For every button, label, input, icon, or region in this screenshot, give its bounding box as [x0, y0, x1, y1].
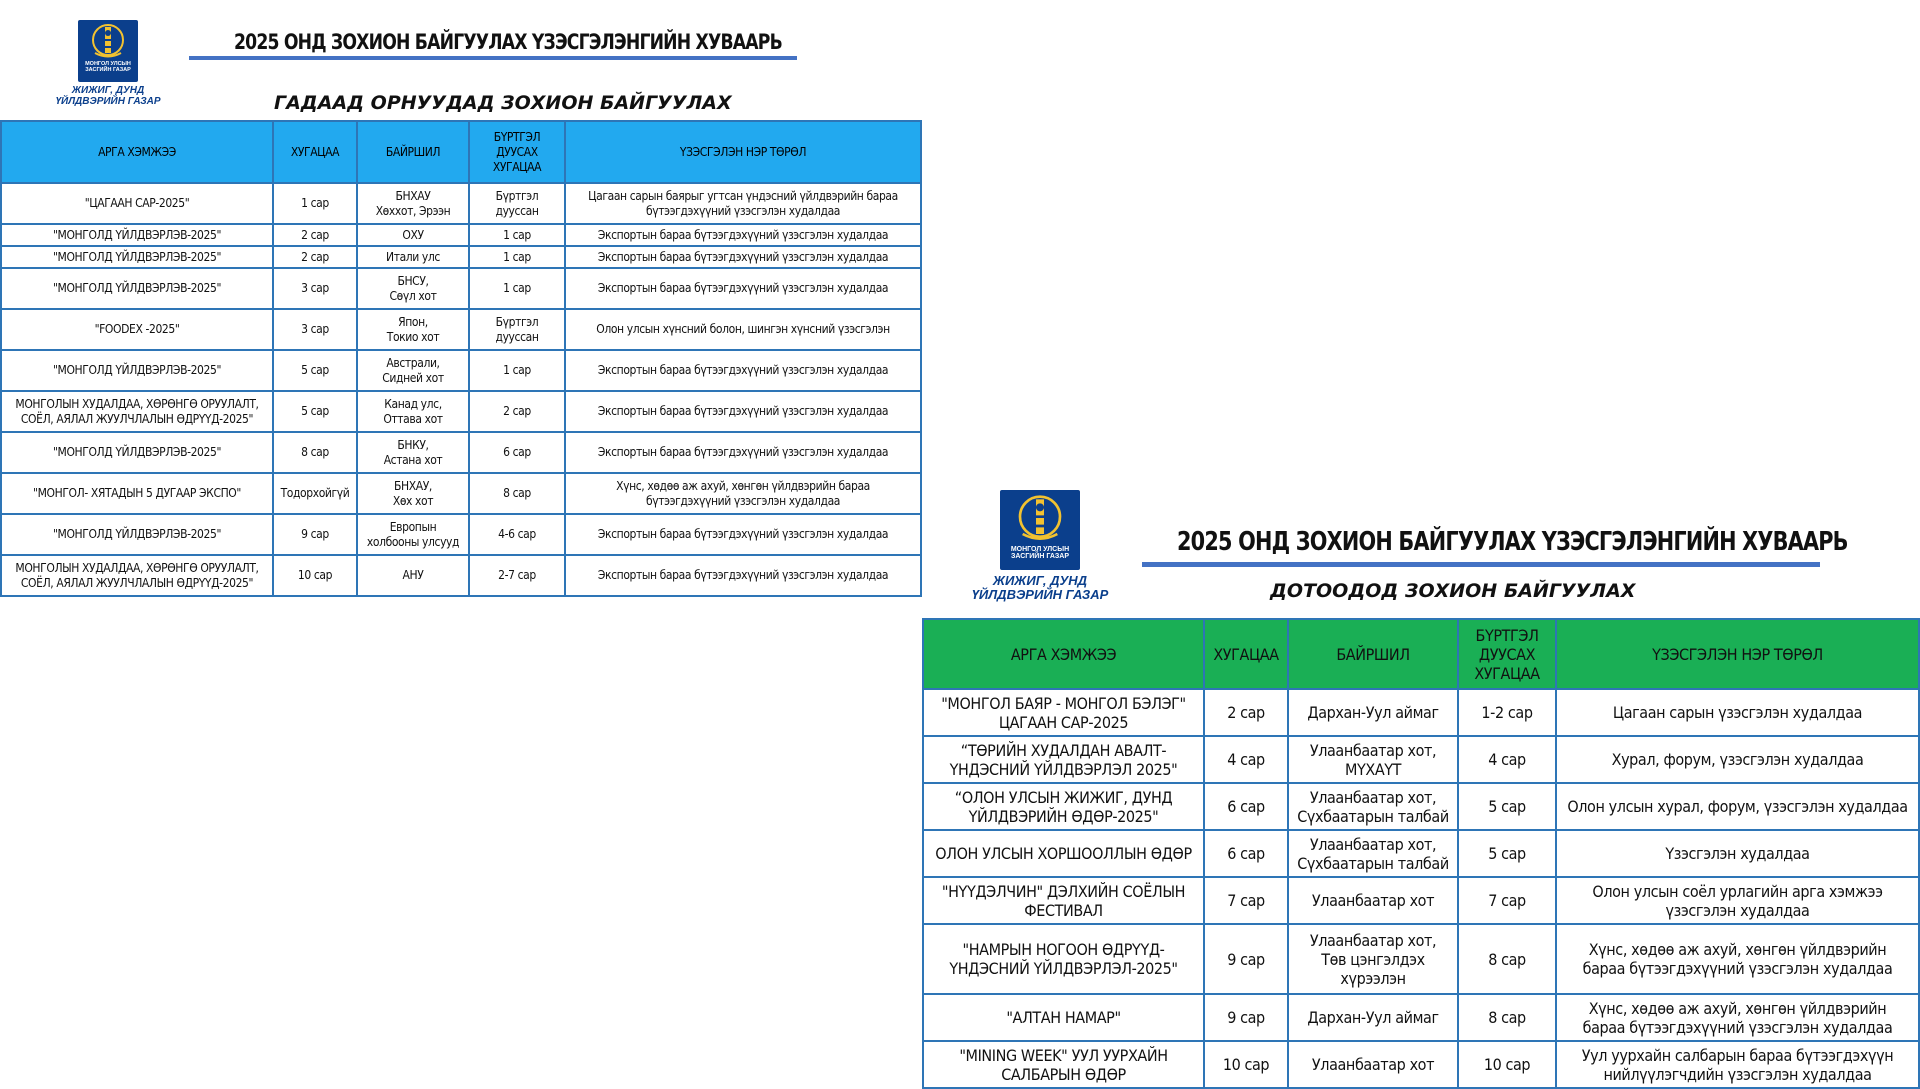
table-row — [923, 736, 1919, 783]
table-cell: 1 сар — [469, 350, 565, 391]
table-cell: 8 сар — [273, 432, 357, 473]
table-cell: Хүнс, хөдөө аж ахуй, хөнгөн үйлдвэрийн бараа бүтээгдэхүүний үзэсгэлэн худалдаа — [1556, 924, 1919, 994]
table-cell: 7 сар — [1458, 877, 1556, 924]
table-cell: 1 сар — [469, 246, 565, 268]
table-cell: Экспортын бараа бүтээгдэхүүний үзэсгэлэн худалдаа — [565, 268, 921, 309]
table-cell: Хүнс, хөдөө аж ахуй, хөнгөн үйлдвэрийн бараа бүтээгдэхүүний үзэсгэлэн худалдаа — [1556, 994, 1919, 1041]
table-cell: ОЛОН УЛСЫН ХОРШООЛЛЫН ӨДӨР — [923, 830, 1204, 877]
table-cell: "МОНГОЛД ҮЙЛДВЭРЛЭВ-2025" — [1, 268, 273, 309]
table-cell: Экспортын бараа бүтээгдэхүүний үзэсгэлэн худалдаа — [565, 246, 921, 268]
table-cell: Цагаан сарын үзэсгэлэн худалдаа — [1556, 689, 1919, 736]
table-cell: БНХАУ Хөххот, Эрээн — [357, 183, 469, 224]
table-cell: 10 сар — [1458, 1041, 1556, 1088]
table-cell: Улаанбаатар хот, Сүхбаатарын талбай — [1288, 830, 1458, 877]
table-row — [1, 514, 921, 555]
foreign-exhibitions-table — [0, 120, 922, 597]
table-cell: 6 сар — [1204, 830, 1288, 877]
table-row — [1, 432, 921, 473]
column-header: БАЙРШИЛ — [1288, 619, 1458, 689]
title-underline — [1142, 562, 1820, 567]
table-row — [923, 877, 1919, 924]
table-cell: "ЦАГААН САР-2025" — [1, 183, 273, 224]
column-header: ҮЗЭСГЭЛЭН НЭР ТӨРӨЛ — [1556, 619, 1919, 689]
table-cell: 9 сар — [273, 514, 357, 555]
table-cell: Олон улсын соёл урлагийн арга хэмжээ үзэсгэлэн худалдаа — [1556, 877, 1919, 924]
table-row — [1, 309, 921, 350]
table-cell: 3 сар — [273, 309, 357, 350]
title-underline — [189, 56, 797, 60]
table-cell: 2 сар — [273, 224, 357, 246]
table-cell: 8 сар — [469, 473, 565, 514]
table-cell: 4 сар — [1204, 736, 1288, 783]
table-row — [1, 473, 921, 514]
table-cell: Итали улс — [357, 246, 469, 268]
table-row — [1, 246, 921, 268]
table-cell: Австрали, Сидней хот — [357, 350, 469, 391]
table-cell: Улаанбаатар хот, Сүхбаатарын талбай — [1288, 783, 1458, 830]
table-cell: "FOODEX -2025" — [1, 309, 273, 350]
table-cell: 5 сар — [1458, 830, 1556, 877]
table-row — [923, 1041, 1919, 1088]
soyombo-emblem-icon — [1000, 490, 1080, 546]
table-cell: 2 сар — [273, 246, 357, 268]
table-cell: 3 сар — [273, 268, 357, 309]
table-row — [923, 830, 1919, 877]
table-cell: 6 сар — [1204, 783, 1288, 830]
column-header: ХУГАЦАА — [1204, 619, 1288, 689]
table-cell: 6 сар — [469, 432, 565, 473]
table-row — [923, 783, 1919, 830]
table-cell: Улаанбаатар хот — [1288, 1041, 1458, 1088]
table-cell: Улаанбаатар хот — [1288, 877, 1458, 924]
table-cell: МОНГОЛЫН ХУДАЛДАА, ХӨРӨНГӨ ОРУУЛАЛТ, СОЁЛ, АЯЛАЛ ЖУУЛЧЛАЛЫН ӨДРҮҮД-2025" — [1, 555, 273, 596]
table-row — [1, 350, 921, 391]
table-cell: 5 сар — [1458, 783, 1556, 830]
section-title-foreign: ГАДААД ОРНУУДАД ЗОХИОН БАЙГУУЛАХ — [274, 92, 732, 114]
table-cell: Бүртгэл дууссан — [469, 183, 565, 224]
domestic-exhibitions-table — [922, 618, 1920, 1089]
table-row — [923, 994, 1919, 1041]
table-row — [923, 924, 1919, 994]
table-cell: БНСУ, Сөүл хот — [357, 268, 469, 309]
table-cell: "МОНГОЛД ҮЙЛДВЭРЛЭВ-2025" — [1, 432, 273, 473]
column-header: ХУГАЦАА — [273, 121, 357, 183]
table-cell: Канад улс, Оттава хот — [357, 391, 469, 432]
organization-name: ЖИЖИГ, ДУНД ҮЙЛДВЭРИЙН ГАЗАР — [55, 85, 161, 107]
table-cell: Олон улсын хурал, форум, үзэсгэлэн худалдаа — [1556, 783, 1919, 830]
table-row — [1, 268, 921, 309]
table-cell: Улаанбаатар хот, Төв цэнгэлдэх хүрээлэн — [1288, 924, 1458, 994]
table-cell: Дархан-Уул аймаг — [1288, 994, 1458, 1041]
table-cell: 1 сар — [273, 183, 357, 224]
table-cell: Япон, Токио хот — [357, 309, 469, 350]
table-cell: МОНГОЛЫН ХУДАЛДАА, ХӨРӨНГӨ ОРУУЛАЛТ, СОЁЛ, АЯЛАЛ ЖУУЛЧЛАЛЫН ӨДРҮҮД-2025" — [1, 391, 273, 432]
table-cell: "МОНГОЛД ҮЙЛДВЭРЛЭВ-2025" — [1, 350, 273, 391]
table-cell: 1-2 сар — [1458, 689, 1556, 736]
column-header: ҮЗЭСГЭЛЭН НЭР ТӨРӨЛ — [565, 121, 921, 183]
government-emblem — [1000, 490, 1080, 570]
table-cell: Олон улсын хүнсний болон, шингэн хүнсний үзэсгэлэн — [565, 309, 921, 350]
table-cell: "МОНГОЛД ҮЙЛДВЭРЛЭВ-2025" — [1, 246, 273, 268]
section-title-domestic: ДОТООДОД ЗОХИОН БАЙГУУЛАХ — [1270, 580, 1636, 602]
table-cell: "МОНГОЛ БАЯР - МОНГОЛ БЭЛЭГ" ЦАГААН САР-2025 — [923, 689, 1204, 736]
table-cell: Экспортын бараа бүтээгдэхүүний үзэсгэлэн худалдаа — [565, 432, 921, 473]
table-cell: 2 сар — [1204, 689, 1288, 736]
table-row — [1, 555, 921, 596]
emblem-caption: МОНГОЛ УЛСЫН ЗАСГИЙН ГАЗАР — [85, 61, 131, 73]
table-cell: ОХУ — [357, 224, 469, 246]
table-cell: 4-6 сар — [469, 514, 565, 555]
table-cell: 8 сар — [1458, 994, 1556, 1041]
table-cell: Улаанбаатар хот, МҮХАҮТ — [1288, 736, 1458, 783]
table-row — [1, 224, 921, 246]
column-header: АРГА ХЭМЖЭЭ — [923, 619, 1204, 689]
table-cell: 5 сар — [273, 391, 357, 432]
table-header-row — [923, 619, 1919, 689]
table-cell: 10 сар — [273, 555, 357, 596]
table-cell: 7 сар — [1204, 877, 1288, 924]
table-row — [1, 391, 921, 432]
table-cell: Дархан-Уул аймаг — [1288, 689, 1458, 736]
table-cell: АНУ — [357, 555, 469, 596]
page-title-foreign: 2025 ОНД ЗОХИОН БАЙГУУЛАХ ҮЗЭСГЭЛЭНГИЙН ХУВААРЬ — [234, 30, 782, 54]
table-cell: 10 сар — [1204, 1041, 1288, 1088]
column-header: БАЙРШИЛ — [357, 121, 469, 183]
soyombo-emblem-icon — [78, 20, 138, 62]
table-cell: 2 сар — [469, 391, 565, 432]
page-title-domestic: 2025 ОНД ЗОХИОН БАЙГУУЛАХ ҮЗЭСГЭЛЭНГИЙН ХУВААРЬ — [1177, 527, 1848, 557]
table-cell: 1 сар — [469, 268, 565, 309]
table-cell: "МОНГОЛ- ХЯТАДЫН 5 ДУГААР ЭКСПО" — [1, 473, 273, 514]
table-cell: Экспортын бараа бүтээгдэхүүний үзэсгэлэн худалдаа — [565, 224, 921, 246]
table-cell: “ТӨРИЙН ХУДАЛДАН АВАЛТ- ҮНДЭСНИЙ ҮЙЛДВЭРЛЭЛ 2025" — [923, 736, 1204, 783]
table-cell: Тодорхойгүй — [273, 473, 357, 514]
table-cell: Бүртгэл дууссан — [469, 309, 565, 350]
table-cell: БНХАУ, Хөх хот — [357, 473, 469, 514]
table-cell: 2-7 сар — [469, 555, 565, 596]
table-cell: 5 сар — [273, 350, 357, 391]
organization-name: ЖИЖИГ, ДУНД ҮЙЛДВЭРИЙН ГАЗАР — [971, 573, 1109, 603]
table-row — [1, 183, 921, 224]
table-cell: "НҮҮДЭЛЧИН" ДЭЛХИЙН СОЁЛЫН ФЕСТИВАЛ — [923, 877, 1204, 924]
table-cell: 8 сар — [1458, 924, 1556, 994]
table-cell: 9 сар — [1204, 994, 1288, 1041]
table-cell: "АЛТАН НАМАР" — [923, 994, 1204, 1041]
table-cell: Хурал, форум, үзэсгэлэн худалдаа — [1556, 736, 1919, 783]
table-cell: Уул уурхайн салбарын бараа бүтээгдэхүүн нийлүүлэгчдийн үзэсгэлэн худалдаа — [1556, 1041, 1919, 1088]
table-cell: “ОЛОН УЛСЫН ЖИЖИГ, ДУНД ҮЙЛДВЭРИЙН ӨДӨР-2025" — [923, 783, 1204, 830]
table-cell: Экспортын бараа бүтээгдэхүүний үзэсгэлэн худалдаа — [565, 514, 921, 555]
table-cell: Экспортын бараа бүтээгдэхүүний үзэсгэлэн худалдаа — [565, 555, 921, 596]
table-header-row — [1, 121, 921, 183]
table-cell: "МОНГОЛД ҮЙЛДВЭРЛЭВ-2025" — [1, 224, 273, 246]
table-cell: Үзэсгэлэн худалдаа — [1556, 830, 1919, 877]
table-cell: "МОНГОЛД ҮЙЛДВЭРЛЭВ-2025" — [1, 514, 273, 555]
table-cell: Экспортын бараа бүтээгдэхүүний үзэсгэлэн худалдаа — [565, 350, 921, 391]
table-cell: Экспортын бараа бүтээгдэхүүний үзэсгэлэн худалдаа — [565, 391, 921, 432]
table-cell: 1 сар — [469, 224, 565, 246]
column-header: АРГА ХЭМЖЭЭ — [1, 121, 273, 183]
column-header: БҮРТГЭЛ ДУУСАХ ХУГАЦАА — [469, 121, 565, 183]
government-emblem — [78, 20, 138, 82]
emblem-caption: МОНГОЛ УЛСЫН ЗАСГИЙН ГАЗАР — [1010, 546, 1070, 561]
table-cell: 4 сар — [1458, 736, 1556, 783]
table-cell: Цагаан сарын баярыг угтсан үндэсний үйлдвэрийн бараа бүтээгдэхүүний үзэсгэлэн худалдаа — [565, 183, 921, 224]
table-cell: БНКУ, Астана хот — [357, 432, 469, 473]
table-cell: Европын холбооны улсууд — [357, 514, 469, 555]
table-cell: 9 сар — [1204, 924, 1288, 994]
table-cell: Хүнс, хөдөө аж ахуй, хөнгөн үйлдвэрийн бараа бүтээгдэхүүний үзэсгэлэн худалдаа — [565, 473, 921, 514]
table-row — [923, 689, 1919, 736]
column-header: БҮРТГЭЛ ДУУСАХ ХУГАЦАА — [1458, 619, 1556, 689]
table-cell: "НАМРЫН НОГООН ӨДРҮҮД- ҮНДЭСНИЙ ҮЙЛДВЭРЛЭЛ-2025" — [923, 924, 1204, 994]
table-cell: "MINING WEEK" УУЛ УУРХАЙН САЛБАРЫН ӨДӨР — [923, 1041, 1204, 1088]
